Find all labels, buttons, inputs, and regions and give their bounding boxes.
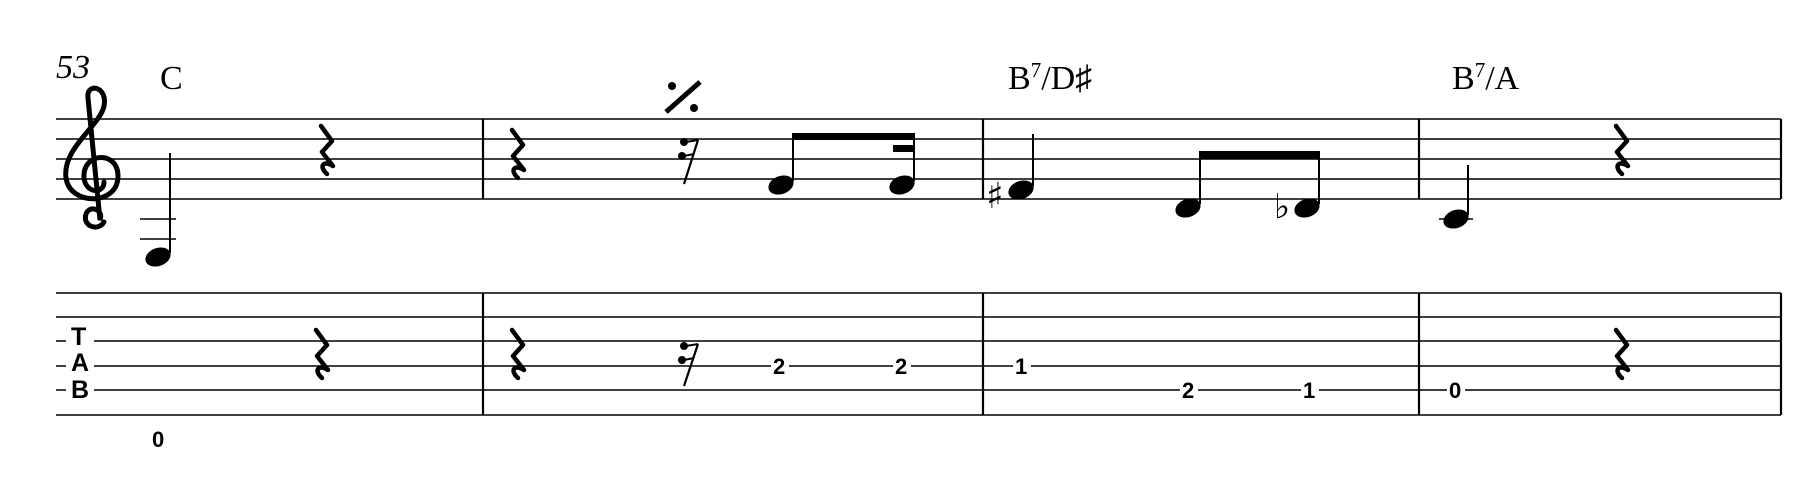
note-d-sharp xyxy=(986,134,1036,217)
beamed-eighth-sixteenth-e xyxy=(766,133,918,198)
tab-barlines xyxy=(483,293,1781,415)
chord-bass: /D♯ xyxy=(1041,60,1093,97)
quarter-rest-icon xyxy=(1616,126,1628,174)
fret-number: 0 xyxy=(152,427,165,452)
tab-quarter-rest-icon xyxy=(1616,330,1628,378)
chord-extension: 7 xyxy=(1474,58,1486,82)
sharp-accidental-icon: ♯ xyxy=(986,176,1004,217)
sixteenth-rest-icon xyxy=(678,138,698,184)
tab-quarter-rest-icon xyxy=(512,330,524,378)
chord-symbol-c: C xyxy=(160,60,183,97)
beamed-eighths-b-bflat xyxy=(1173,151,1323,227)
tab-clef-t: T xyxy=(71,323,87,351)
tab-sixteenth-rest-icon xyxy=(678,342,698,386)
chord-root: B xyxy=(1008,60,1031,97)
tab-clef-a: A xyxy=(71,349,90,377)
tab-clef xyxy=(66,322,94,404)
quarter-rest-icon xyxy=(512,130,524,178)
fret-number: 2 xyxy=(773,354,786,379)
tab-quarter-rest-icon xyxy=(316,330,328,378)
chord-symbol-b7-a xyxy=(1452,58,1520,97)
chord-symbol-b7-dsharp xyxy=(1008,58,1092,97)
quarter-rest-icon xyxy=(321,126,333,174)
simile-repeat-icon xyxy=(666,82,700,112)
note-c-low xyxy=(140,153,176,270)
flat-accidental-icon: ♭ xyxy=(1274,187,1291,227)
chord-extension: 7 xyxy=(1030,58,1042,82)
chord-bass: /A xyxy=(1485,60,1520,97)
tab-clef-b: B xyxy=(71,376,90,404)
notation-staff xyxy=(56,119,1781,199)
treble-clef-icon xyxy=(66,88,118,227)
fret-number: 0 xyxy=(1449,378,1462,403)
measure-number: 53 xyxy=(56,49,90,86)
fret-number: 2 xyxy=(1182,378,1195,403)
chord-root: B xyxy=(1452,60,1475,97)
tab-staff xyxy=(56,293,1781,415)
fret-number: 1 xyxy=(1303,378,1316,403)
fret-number: 2 xyxy=(895,354,908,379)
fret-number: 1 xyxy=(1015,354,1028,379)
tab-fret-numbers xyxy=(150,354,1465,452)
